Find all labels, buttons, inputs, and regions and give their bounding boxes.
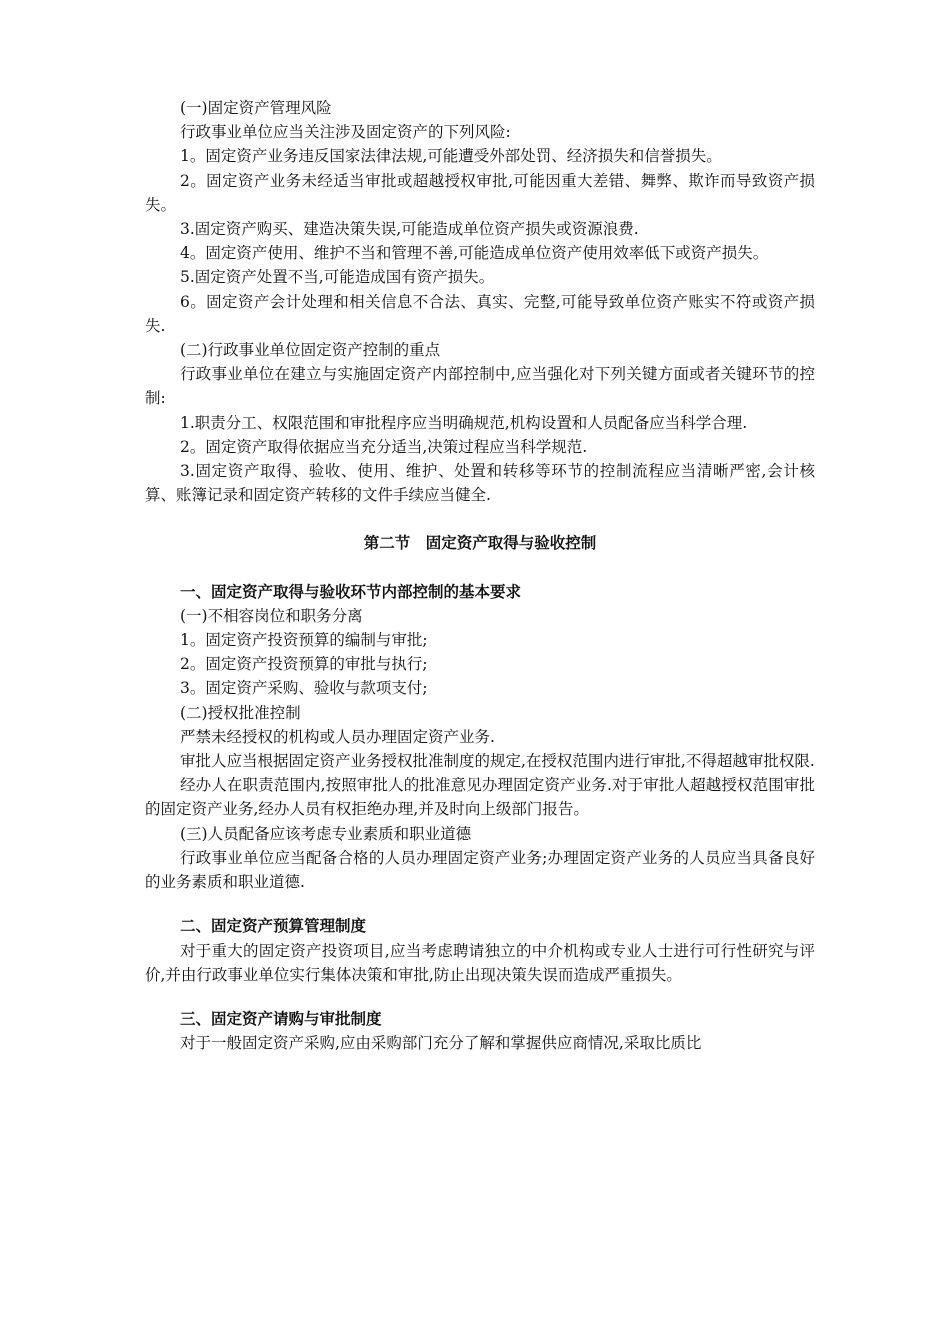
risk-item: 2。固定资产业务未经适当审批或超越授权审批,可能因重大差错、舞弊、欺诈而导致资产损失。 xyxy=(145,171,815,214)
paragraph: 行政事业单位应当关注涉及固定资产的下列风险: xyxy=(180,123,511,142)
risk-item: 4。固定资产使用、维护不当和管理不善,可能造成单位资产使用效率低下或资产损失。 xyxy=(180,244,769,263)
key-item: 2。固定资产取得依据应当充分适当,决策过程应当科学规范. xyxy=(180,437,588,456)
heading-1: 一、固定资产取得与验收环节内部控制的基本要求 xyxy=(180,582,522,601)
risk-item: 3.固定资产购买、建造决策失误,可能造成单位资产损失或资源浪费. xyxy=(180,220,639,239)
document-body xyxy=(145,96,815,1055)
subsection-title: (一)不相容岗位和职务分离 xyxy=(180,606,363,625)
risk-item: 5.固定资产处置不当,可能造成国有资产损失。 xyxy=(180,268,495,287)
paragraph: 经办人在职责范围内,按照审批人的批准意见办理固定资产业务.对于审批人超越授权范围审批的固定资产业务,经办人员有权拒绝办理,并及时向上级部门报告。 xyxy=(145,776,815,819)
subsection-title: (一)固定资产管理风险 xyxy=(180,99,332,117)
list-item: 3。固定资产采购、验收与款项支付; xyxy=(180,679,428,698)
heading-2: 二、固定资产预算管理制度 xyxy=(180,917,367,936)
subsection-title: (二)授权批准控制 xyxy=(180,703,301,722)
paragraph: 行政事业单位应当配备合格的人员办理固定资产业务;办理固定资产业务的人员应当具备良好的业务素质和职业道德. xyxy=(145,848,815,892)
list-item: 1。固定资产投资预算的编制与审批; xyxy=(180,631,428,650)
paragraph: 审批人应当根据固定资产业务授权批准制度的规定,在授权范围内进行审批,不得超越审批权限. xyxy=(180,752,815,771)
key-item: 1.职责分工、权限范围和审批程序应当明确规范,机构设置和人员配备应当科学合理. xyxy=(180,413,748,432)
subsection-title: (三)人员配备应该考虑专业素质和职业道德 xyxy=(180,824,472,843)
paragraph: 行政事业单位在建立与实施固定资产内部控制中,应当强化对下列关键方面或者关键环节的控制: xyxy=(145,365,815,408)
subsection-title: (二)行政事业单位固定资产控制的重点 xyxy=(180,341,441,360)
risk-item: 1。固定资产业务违反国家法律法规,可能遭受外部处罚、经济损失和信誉损失。 xyxy=(180,147,722,166)
heading-3: 三、固定资产请购与审批制度 xyxy=(180,1009,382,1028)
paragraph: 对于一般固定资产采购,应由采购部门充分了解和掌握供应商情况,采取比质比 xyxy=(180,1034,702,1053)
paragraph: 严禁未经授权的机构或人员办理固定资产业务. xyxy=(180,727,495,746)
section-title: 第二节 固定资产取得与验收控制 xyxy=(363,534,597,553)
key-item: 3.固定资产取得、验收、使用、维护、处置和转移等环节的控制流程应当清晰严密,会计核算、账簿记录和固定资产转移的文件手续应当健全. xyxy=(145,462,815,505)
risk-item: 6。固定资产会计处理和相关信息不合法、真实、完整,可能导致单位资产账实不符或资产损失. xyxy=(145,292,815,335)
paragraph: 对于重大的固定资产投资项目,应当考虑聘请独立的中介机构或专业人士进行可行性研究与评价,并由行政事业单位实行集体决策和审批,防止出现决策失误而造成严重损失。 xyxy=(145,941,815,984)
list-item: 2。固定资产投资预算的审批与执行; xyxy=(180,655,428,674)
